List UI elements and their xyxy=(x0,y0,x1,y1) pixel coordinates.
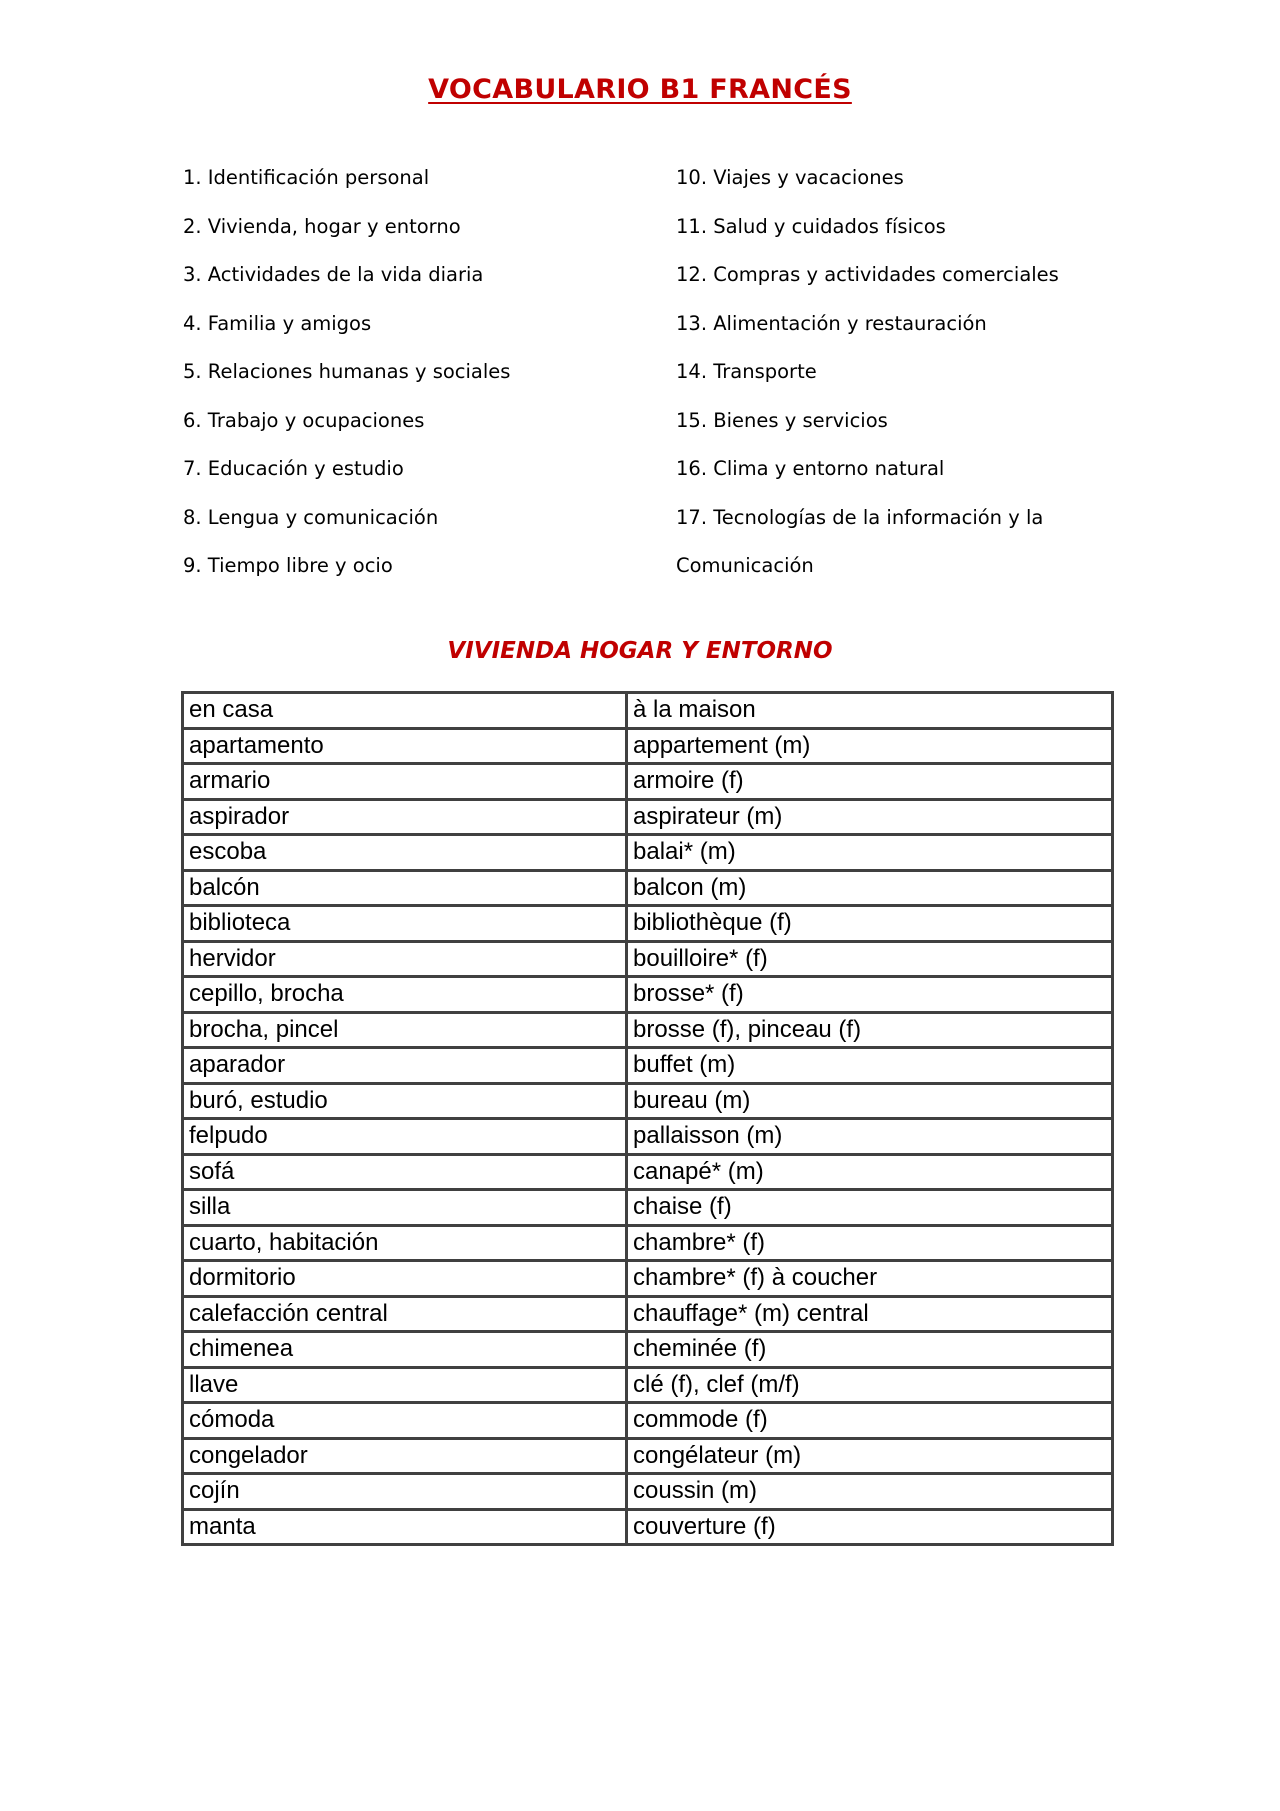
table-row xyxy=(183,1261,1113,1297)
spanish-term: congelador xyxy=(183,1438,627,1474)
table-row xyxy=(183,1296,1113,1332)
table-row xyxy=(183,941,1113,977)
spanish-term: llave xyxy=(183,1367,627,1403)
spanish-term: apartamento xyxy=(183,728,627,764)
topic-list-left xyxy=(183,154,510,591)
table-row xyxy=(183,1367,1113,1403)
topic-item: 13. Alimentación y restauración xyxy=(676,311,987,335)
topic-item: 11. Salud y cuidados físicos xyxy=(676,214,946,238)
french-term: clé (f), clef (m/f) xyxy=(627,1367,1113,1403)
french-term: brosse (f), pinceau (f) xyxy=(627,1012,1113,1048)
topic-item: 17. Tecnologías de la información y la xyxy=(676,505,1044,529)
table-row xyxy=(183,1190,1113,1226)
topic-item: Comunicación xyxy=(676,554,814,577)
table-row xyxy=(183,1403,1113,1439)
page-title: VOCABULARIO B1 FRANCÉS xyxy=(428,74,852,105)
spanish-term: aspirador xyxy=(183,799,627,835)
spanish-term: calefacción central xyxy=(183,1296,627,1332)
spanish-term: felpudo xyxy=(183,1119,627,1155)
spanish-term: armario xyxy=(183,764,627,800)
french-term: coussin (m) xyxy=(627,1474,1113,1510)
french-term: chaise (f) xyxy=(627,1190,1113,1226)
table-row xyxy=(183,1048,1113,1084)
spanish-term: cepillo, brocha xyxy=(183,977,627,1013)
french-term: à la maison xyxy=(627,693,1113,729)
table-row xyxy=(183,728,1113,764)
spanish-term: balcón xyxy=(183,870,627,906)
french-term: aspirateur (m) xyxy=(627,799,1113,835)
topic-item: 1. Identificación personal xyxy=(183,166,430,189)
french-term: pallaisson (m) xyxy=(627,1119,1113,1155)
topic-list-right xyxy=(676,154,1059,591)
spanish-term: dormitorio xyxy=(183,1261,627,1297)
table-row xyxy=(183,870,1113,906)
table-row xyxy=(183,1509,1113,1545)
french-term: cheminée (f) xyxy=(627,1332,1113,1368)
topic-item: 16. Clima y entorno natural xyxy=(676,457,945,480)
table-row xyxy=(183,1225,1113,1261)
french-term: chauffage* (m) central xyxy=(627,1296,1113,1332)
french-term: canapé* (m) xyxy=(627,1154,1113,1190)
topic-item: 8. Lengua y comunicación xyxy=(183,505,439,529)
spanish-term: aparador xyxy=(183,1048,627,1084)
table-row xyxy=(183,764,1113,800)
spanish-term: biblioteca xyxy=(183,906,627,942)
french-term: chambre* (f) xyxy=(627,1225,1113,1261)
topic-item: 2. Vivienda, hogar y entorno xyxy=(183,214,461,238)
french-term: couverture (f) xyxy=(627,1509,1113,1545)
spanish-term: manta xyxy=(183,1509,627,1545)
table-row xyxy=(183,1438,1113,1474)
topic-item: 10. Viajes y vacaciones xyxy=(676,166,904,189)
topic-item: 14. Transporte xyxy=(676,360,817,383)
table-row xyxy=(183,799,1113,835)
spanish-term: en casa xyxy=(183,693,627,729)
topic-item: 9. Tiempo libre y ocio xyxy=(183,554,393,577)
topic-item: 3. Actividades de la vida diaria xyxy=(183,263,484,286)
vocabulary-table xyxy=(181,691,1114,1546)
french-term: balcon (m) xyxy=(627,870,1113,906)
topic-item: 15. Bienes y servicios xyxy=(676,408,888,432)
topic-item: 5. Relaciones humanas y sociales xyxy=(183,360,511,383)
table-row xyxy=(183,693,1113,729)
table-row xyxy=(183,1474,1113,1510)
spanish-term: sofá xyxy=(183,1154,627,1190)
french-term: armoire (f) xyxy=(627,764,1113,800)
spanish-term: cojín xyxy=(183,1474,627,1510)
table-row xyxy=(183,977,1113,1013)
topic-item: 12. Compras y actividades comerciales xyxy=(676,263,1059,286)
table-row xyxy=(183,1012,1113,1048)
spanish-term: hervidor xyxy=(183,941,627,977)
topic-item: 6. Trabajo y ocupaciones xyxy=(183,408,425,432)
spanish-term: cuarto, habitación xyxy=(183,1225,627,1261)
topic-item: 4. Familia y amigos xyxy=(183,311,372,335)
french-term: appartement (m) xyxy=(627,728,1113,764)
table-row xyxy=(183,835,1113,871)
section-heading: VIVIENDA HOGAR Y ENTORNO xyxy=(447,638,833,664)
spanish-term: brocha, pincel xyxy=(183,1012,627,1048)
french-term: bureau (m) xyxy=(627,1083,1113,1119)
french-term: brosse* (f) xyxy=(627,977,1113,1013)
spanish-term: escoba xyxy=(183,835,627,871)
french-term: bouilloire* (f) xyxy=(627,941,1113,977)
topic-item: 7. Educación y estudio xyxy=(183,457,404,480)
table-row xyxy=(183,1332,1113,1368)
spanish-term: cómoda xyxy=(183,1403,627,1439)
french-term: buffet (m) xyxy=(627,1048,1113,1084)
spanish-term: silla xyxy=(183,1190,627,1226)
spanish-term: buró, estudio xyxy=(183,1083,627,1119)
french-term: congélateur (m) xyxy=(627,1438,1113,1474)
table-row xyxy=(183,1154,1113,1190)
table-row xyxy=(183,1119,1113,1155)
french-term: chambre* (f) à coucher xyxy=(627,1261,1113,1297)
table-row xyxy=(183,1083,1113,1119)
french-term: commode (f) xyxy=(627,1403,1113,1439)
french-term: bibliothèque (f) xyxy=(627,906,1113,942)
french-term: balai* (m) xyxy=(627,835,1113,871)
table-row xyxy=(183,906,1113,942)
spanish-term: chimenea xyxy=(183,1332,627,1368)
